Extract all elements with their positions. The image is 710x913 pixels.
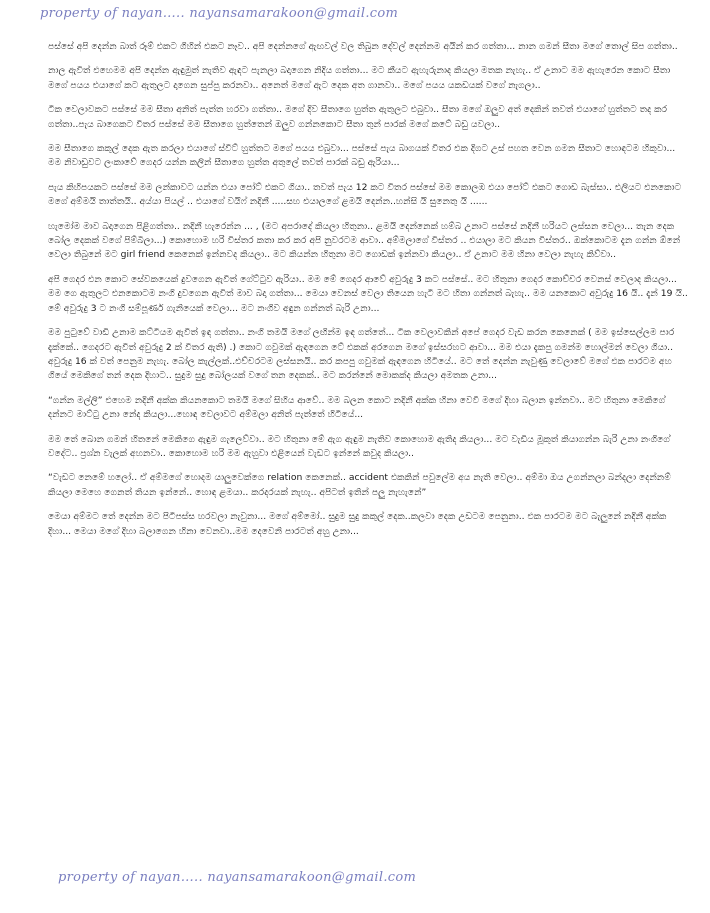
page-header-watermark: property of nayan….. nayansamarakoon@gmail.com: [40, 6, 399, 21]
paragraph-4: මම සීතාගෙ කකුල් දෙක ඇත කරලා එයාගේ ස්විට් හුත්තට මගේ පයය එබුවා... පස්සේ පැය බාගයක් විතර එක දිගට උස් පහත වෙන ගමන සීතාට හොඳටම හිකුවා... මම නිවාඩුවට ලංකාවේ ගෙදර යන්න කලින් සීතාගෙ හුත්ත අතුලේ තවත් පාරක් බඩු ඇරියා...: [48, 143, 676, 169]
paragraph-6: හැමෝම මාව බදාගෙන පිළිගත්තා.. නදිනී හැරෙන්න ... , (මට අපරාදේ කියලා හිතුනා.. ළමයි දෙන්නෙක් හම්බ උනාට පස්සේ නදිනී හරියට ලස්සන වෙලා... තැන දෙක බෝල දෙකක් වගේ පිම්බිලා...) කොහොම හරි විස්තර කතා කර කර අපි නුවරටම ආවා.. අම්මලාගේ විස්තර .. එයාලා මට කියන විස්තර.. ඔක්කොටම දැන ගන්න ඕනේ වෙලා තිබුනේ මට girl friend කෙනෙක් ඉන්නවද කියලා.. මට කියන්න හිතුනා මට ගොඩක් ඉන්නවා කියලා.. ඒ උනාට මම හිනා වෙලා නැහැ කිව්වා..: [48, 220, 681, 261]
paragraph-12: මෙයා අම්මට තේ දෙන්න මට පිටිපස්ස හරවලා නැවුනා... මගේ අම්මෝ.. සුදුම සුදු කකුල් දෙක..කලවා දෙක උඩටම පෙනුනා.. එක පාරටම මට බැලුනේ නදිනී අක්ක දිහා... මෙයා මගේ දිහා බලාගෙන හිනා වෙනවා..මම දෙවෙනි පාරටත් අහු උනා...: [48, 511, 667, 537]
paragraph-11: “වැඩට නෙමේ හලෝ.. ඒ අම්මගේ හොදම යාලුවෙක්ගෙ relation කෙනෙක්.. accident එකකින් පවුලේම අය නැති වෙලා.. අම්මා ඔය උගන්නලා බන්දලා දෙන්නම් කියලා මෙහෙ ගෙනත් තියන ඉන්නේ.. හොඳ ළමයා.. කරදරයක් නැහැ.. අපිටත් ඉතින් පලු නැහැනේ”: [48, 472, 671, 498]
paragraph-2: නාල ඇවිත් එහෙමම අපි දෙන්න ඇඳුමුත් නැතිව ඇඳට පැනලා බදාගෙන නිදිය ගත්තා... මට කීයට ඇහැරුනාද කියලා මතක නැහැ.. ඒ උනාට මම ඇහැරෙන කොට සීතා මගේ පයය එයාගේ කට ඇතුලට දාගෙන සුප්පු කරනවා.. අනෙත් මගේ ඇට දෙක අත ගානවා.. මගේ පයය යකඩයක් වගේ නැගලා..: [48, 65, 671, 91]
paragraph-1: පස්සේ අපි දෙන්න බාත් රූම් එකට ගිහින් එකට නෑව.. අපි දෙන්නගේ ඇඟවල් වල තිබුන දේවල් දෙන්නම අයින් කර ගත්තා... නාන ගමන් සීතා මගේ තොල් සිප ගත්තා..: [48, 41, 678, 52]
page-footer-watermark: property of nayan….. nayansamarakoon@gmail.com: [58, 870, 417, 885]
paragraph-10: මම තේ බොන ගමන් හිතනේ මෙකිගෙ ඇඳුම ගැලෙව්වා.. මට හිතුනා මේ ඇග ඇඳුම නැතිව කොහොම ඇතිද කියලා... මට වැඩිය මූකුත් කියාගන්න බැරි උනා නංගිගේ වදේට.. ප්‍රශ්න වැලක් අහනවා.. කොහොම හරි මම ඇහුවා එළියෙන් වැඩට ඉන්නේ කවුද කියලා..: [48, 433, 670, 459]
paragraph-8: මම පුටුවේ වාඩි උනාම කට්ටියම ඇවිත් ඉඳ ගත්තා.. නංගි තමයි මගේ ලඟින්ම ඉඳ ගත්තේ... ටික වෙලාවකින් අපේ ගෙදර වැඩ කරන කෙනෙක් ( මම ඉස්සෙල්ලම පාර දැක්කේ.. ගෙදරට ඇවිත් අවුරුදු 2 ක් විතර ඇති) .) කොට ගවුමක් ඇඳගෙන ටේ එකක් අරගෙන මගේ ඉස්සරහට ආවා... මම එයා දැකපු ගමන්ම හොල්මන් වෙලා ගියා.. අවුරුදු 16 ක් වත් පෙනුම නැහැ. බෝල කැල්ලක්..එච්චරටම ලස්සනයි.. කර කපපු ගවුමක් ඇඳගෙන හිටියේ.. මට තේ දෙන්න නැවුණු වෙලාවේ මගේ එක පාරටම අහ ගියේ මෙකිගේ තන් දෙක දිහාට.. සුදුම සුදු බෝලයක් වගේ තන දෙකක්.. මට කරන්නේ මොකක්ද කියලා අමතක උනා...: [48, 327, 675, 382]
paragraph-3: ටික වෙලාවකට පස්සේ මම සීතා අනිත් පැත්ත හරවා ගත්තා.. මගේ දිව සීතාගෙ හුත්ත ඇතුලට එබුවා.. සීතා මගේ ඔලුව අත් දෙකින් තවත් එයාගේ හුත්තට තද කර ගත්තා..පැය බාගෙකට විතර පස්සේ මම සීතාගෙ හුත්තෙන් ඔලුව ගන්නකොට සීතා තුන් පාරක් මගේ කටේ බඩු යවලා..: [48, 104, 668, 130]
paragraph-7: අපි ගෙදර එන කොට සේවකයෙක් දුවගෙන ඇවිත් ගේට්ටුව ඇරියා.. මම මේ ගෙදර ආවේ අවුරුදු 3 කට පස්සේ.. මට හිතුනා ගෙදර කොච්චර වෙනස් වෙලාද කියලා... මම ගෙ ඇතුලට එනකොටම නංගි දුවගෙන ඇවිත් මාව බදා ගත්තා... මෙයා වෙනස් වෙලා තියෙන හැටි මට හිතා ගන්නත් බැහැ.. මම යනකොට අවුරුදු 16 යි.. දැන් 19 යි.. මේ අවුරුදු 3 ට නංගි සම්පූර්ණ ගැනියෙක් වෙලා... මට නංගිව අඳුන ගන්නත් බැරි උනා...: [48, 273, 688, 314]
story-body: [48, 40, 690, 549]
paragraph-5: පැය කිහිපයකට පස්සේ මම ලන්කාවට යන්න එයා පෝට් එකට ගියා.. තවත් පැය 12 කට විතර පස්සේ මම කොලඹ එයා පෝට් එකට ගොඩ බැස්සා.. එලියට එනකොට මගේ අම්මයි තාත්තයි.. අය්යා පියල් .. එයාගේ වයිෆ් නදිනී .....සහ එයාලගේ ළමයි දෙන්න..හන්සි යි සුනෙතු යි ......: [48, 181, 682, 208]
paragraph-9: “ගන්න මල්ලි” එහෙම නදිනී අක්ක කියනකොට තමයි මගේ සිහිය ආවේ.. මම බලන කොට නදිනී අක්ක හිනා වෙවී මගේ දිහා බලාන ඉන්නවා.. මට හිතුනා මෙකිගේ දන්නට මාට්ටු උනා නේද කියලා...හොඳ වෙලාවට අම්මලා අනිත් පැත්තේ හිටියේ...: [48, 394, 666, 421]
